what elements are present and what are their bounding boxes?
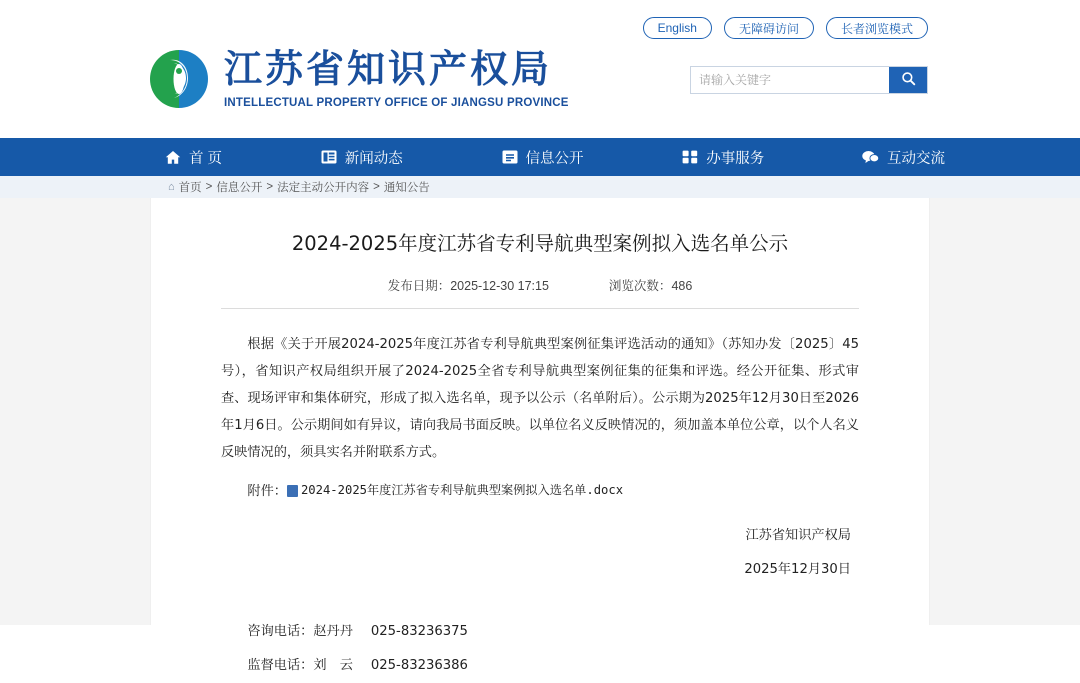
breadcrumb-sep-2: > bbox=[373, 181, 380, 193]
elderly-mode-button[interactable]: 长者浏览模式 bbox=[826, 17, 928, 39]
nav-label-services: 办事服务 bbox=[706, 150, 765, 167]
breadcrumb-sep-0: > bbox=[205, 181, 213, 193]
article-paragraph-0: 根据《关于开展2024-2025年度江苏省专利导航典型案例征集评选活动的通知》（苏知办发〔2025〕45号），省知识产权局组织开展了2024-2025全省专利导航典型案例征集的征集和评选。经公开征集、形式审查、现场评审和集体研究，形成了拟入选名单，现予以公示（名单附后）。公示期为2025年12月30日至2026年1月6日。公示期间如有异议，请向我局书面反映。以单位名义反映情况的，须加盖本单位公章，以个人名义反映情况的，须具实名并附联系方式。 bbox=[221, 337, 859, 460]
disclosure-icon bbox=[502, 149, 518, 165]
contact-label-0: 咨询电话： bbox=[247, 624, 314, 639]
attachment-label: 附件： bbox=[247, 484, 287, 499]
nav-item-interaction[interactable] bbox=[863, 147, 945, 168]
brand-name-en: INTELLECTUAL PROPERTY OFFICE OF JIANGSU PROVINCE bbox=[224, 96, 569, 109]
publish-date-group bbox=[388, 276, 549, 294]
signoff-org: 江苏省知识产权局 bbox=[745, 528, 851, 543]
attachment-row bbox=[221, 480, 859, 499]
right-gutter bbox=[930, 198, 1080, 625]
breadcrumb-item-0[interactable]: 首页 bbox=[178, 182, 202, 194]
site-header bbox=[0, 0, 1080, 138]
grid-services-icon bbox=[682, 149, 698, 165]
accessibility-button[interactable]: 无障碍访问 bbox=[724, 17, 814, 39]
news-icon bbox=[321, 149, 337, 165]
nav-item-services[interactable] bbox=[682, 147, 764, 168]
breadcrumb-sep-1: > bbox=[266, 181, 274, 193]
contact-phone-0: 025-83236375 bbox=[370, 624, 468, 639]
breadcrumb-item-2[interactable]: 法定主动公开内容 bbox=[277, 182, 370, 194]
contact-person-1: 刘 云 bbox=[313, 658, 353, 673]
nav-item-home[interactable] bbox=[165, 147, 222, 168]
page-title: 2024-2025年度江苏省专利导航典型案例拟入选名单公示 bbox=[291, 232, 789, 255]
chat-icon bbox=[863, 149, 879, 165]
search-button[interactable] bbox=[889, 67, 927, 93]
doc-file-icon bbox=[287, 485, 298, 497]
home-small-icon: ⌂ bbox=[168, 181, 175, 193]
contact-label-1: 监督电话： bbox=[247, 658, 314, 673]
left-gutter bbox=[0, 198, 150, 625]
signoff-block bbox=[221, 519, 859, 587]
breadcrumb-item-3[interactable]: 通知公告 bbox=[383, 182, 430, 194]
nav-item-news[interactable] bbox=[321, 147, 403, 168]
meta-divider bbox=[221, 308, 859, 309]
peacock-logo-icon bbox=[148, 48, 210, 110]
views-group bbox=[609, 276, 692, 294]
site-logo[interactable] bbox=[148, 48, 569, 110]
search-input[interactable] bbox=[691, 67, 889, 93]
nav-label-disclosure: 信息公开 bbox=[525, 150, 584, 167]
brand-name-cn: 江苏省知识产权局 bbox=[224, 46, 553, 91]
publish-date-value: 2025-12-30 17:15 bbox=[450, 279, 549, 293]
views-value: 486 bbox=[671, 279, 693, 293]
breadcrumb-item-1[interactable]: 信息公开 bbox=[216, 182, 263, 194]
contact-phone-1: 025-83236386 bbox=[370, 658, 468, 673]
contact-person-0: 赵丹丹 bbox=[313, 624, 353, 639]
search-icon bbox=[901, 71, 916, 89]
views-label: 浏览次数： bbox=[608, 279, 672, 293]
contact-row-0 bbox=[247, 615, 859, 649]
top-utility-bar bbox=[643, 17, 928, 39]
contact-row-1 bbox=[247, 649, 859, 683]
nav-item-disclosure[interactable] bbox=[502, 147, 584, 168]
breadcrumb-bar bbox=[0, 176, 1080, 198]
signoff-date: 2025年12月30日 bbox=[744, 562, 851, 577]
english-button[interactable]: English bbox=[643, 17, 712, 39]
search-box bbox=[690, 66, 928, 94]
article-panel bbox=[150, 198, 930, 673]
breadcrumb bbox=[168, 179, 430, 195]
nav-label-home: 首 页 bbox=[189, 150, 223, 167]
attachment-link[interactable]: 2024-2025年度江苏省专利导航典型案例拟入选名单.docx bbox=[300, 483, 624, 497]
publish-date-label: 发布日期： bbox=[387, 279, 451, 293]
main-nav bbox=[0, 138, 1080, 176]
contacts-block bbox=[221, 615, 859, 683]
article-body bbox=[221, 331, 859, 466]
home-icon bbox=[165, 149, 181, 165]
nav-label-interaction: 互动交流 bbox=[886, 150, 945, 167]
article-meta bbox=[151, 276, 929, 294]
nav-label-news: 新闻动态 bbox=[344, 150, 403, 167]
